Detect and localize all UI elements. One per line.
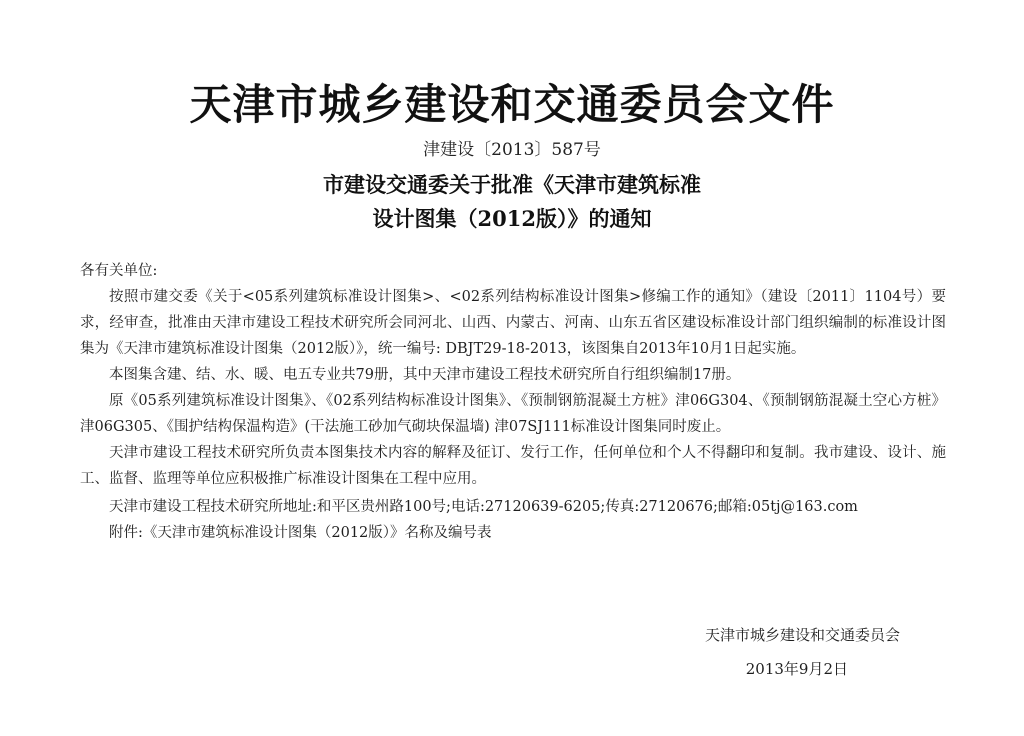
paragraph-abolished: 原《05系列建筑标准设计图集》、《02系列结构标准设计图集》、《预制钢筋混凝土方桩》津06G304、《预制钢筋混凝土空心方桩》津06G305、《围护结构保温构造》(干法施工砂加气砌块保温墙) 津07SJ111标准设计图集同时废止。 <box>80 393 946 435</box>
document-title-line-2: 设计图集（2012版）》的通知 <box>372 206 652 231</box>
document-body <box>80 258 946 546</box>
issue-date: 2013年9月2日 <box>745 660 848 678</box>
paragraph-approval: 按照市建交委《关于<05系列建筑标准设计图集>、<02系列结构标准设计图集>修编工作的通知》（建设〔2011〕1104号）要求，经审查，批准由天津市建设工程技术研究所会同河北、山西、内蒙古、河南、山东五省区建设标准设计部门组织编制的标准设计图集为《天津市建筑标准设计图集（2012版）》，统一编号: DBJT29-18-2013，该图集自2013年10月1日起实施。 <box>80 289 946 357</box>
paragraph-contents: 本图集含建、结、水、暖、电五专业共79册，其中天津市建设工程技术研究所自行组织编制17册。 <box>109 367 741 383</box>
signature-block <box>0 618 900 686</box>
document-header: 天津市城乡建设和交通委员会文件 <box>189 80 835 129</box>
paragraph-responsibility: 天津市建设工程技术研究所负责本图集技术内容的解释及征订、发行工作，任何单位和个人不得翻印和复制。我市建设、设计、施工、监督、监理等单位应积极推广标准设计图集在工程中应用。 <box>80 445 946 487</box>
document-number: 津建设〔2013〕587号 <box>423 140 601 160</box>
salutation: 各有关单位: <box>80 263 158 279</box>
issuer-name: 天津市城乡建设和交通委员会 <box>704 626 900 644</box>
paragraph-attachment: 附件:《天津市建筑标准设计图集（2012版）》名称及编号表 <box>109 525 492 541</box>
paragraph-contact: 天津市建设工程技术研究所地址:和平区贵州路100号;电话:27120639-6205;传真:27120676;邮箱:05tj@163.com <box>109 499 858 515</box>
document-title <box>0 168 1024 236</box>
document-title-line-1: 市建设交通委关于批准《天津市建筑标准 <box>323 172 701 197</box>
